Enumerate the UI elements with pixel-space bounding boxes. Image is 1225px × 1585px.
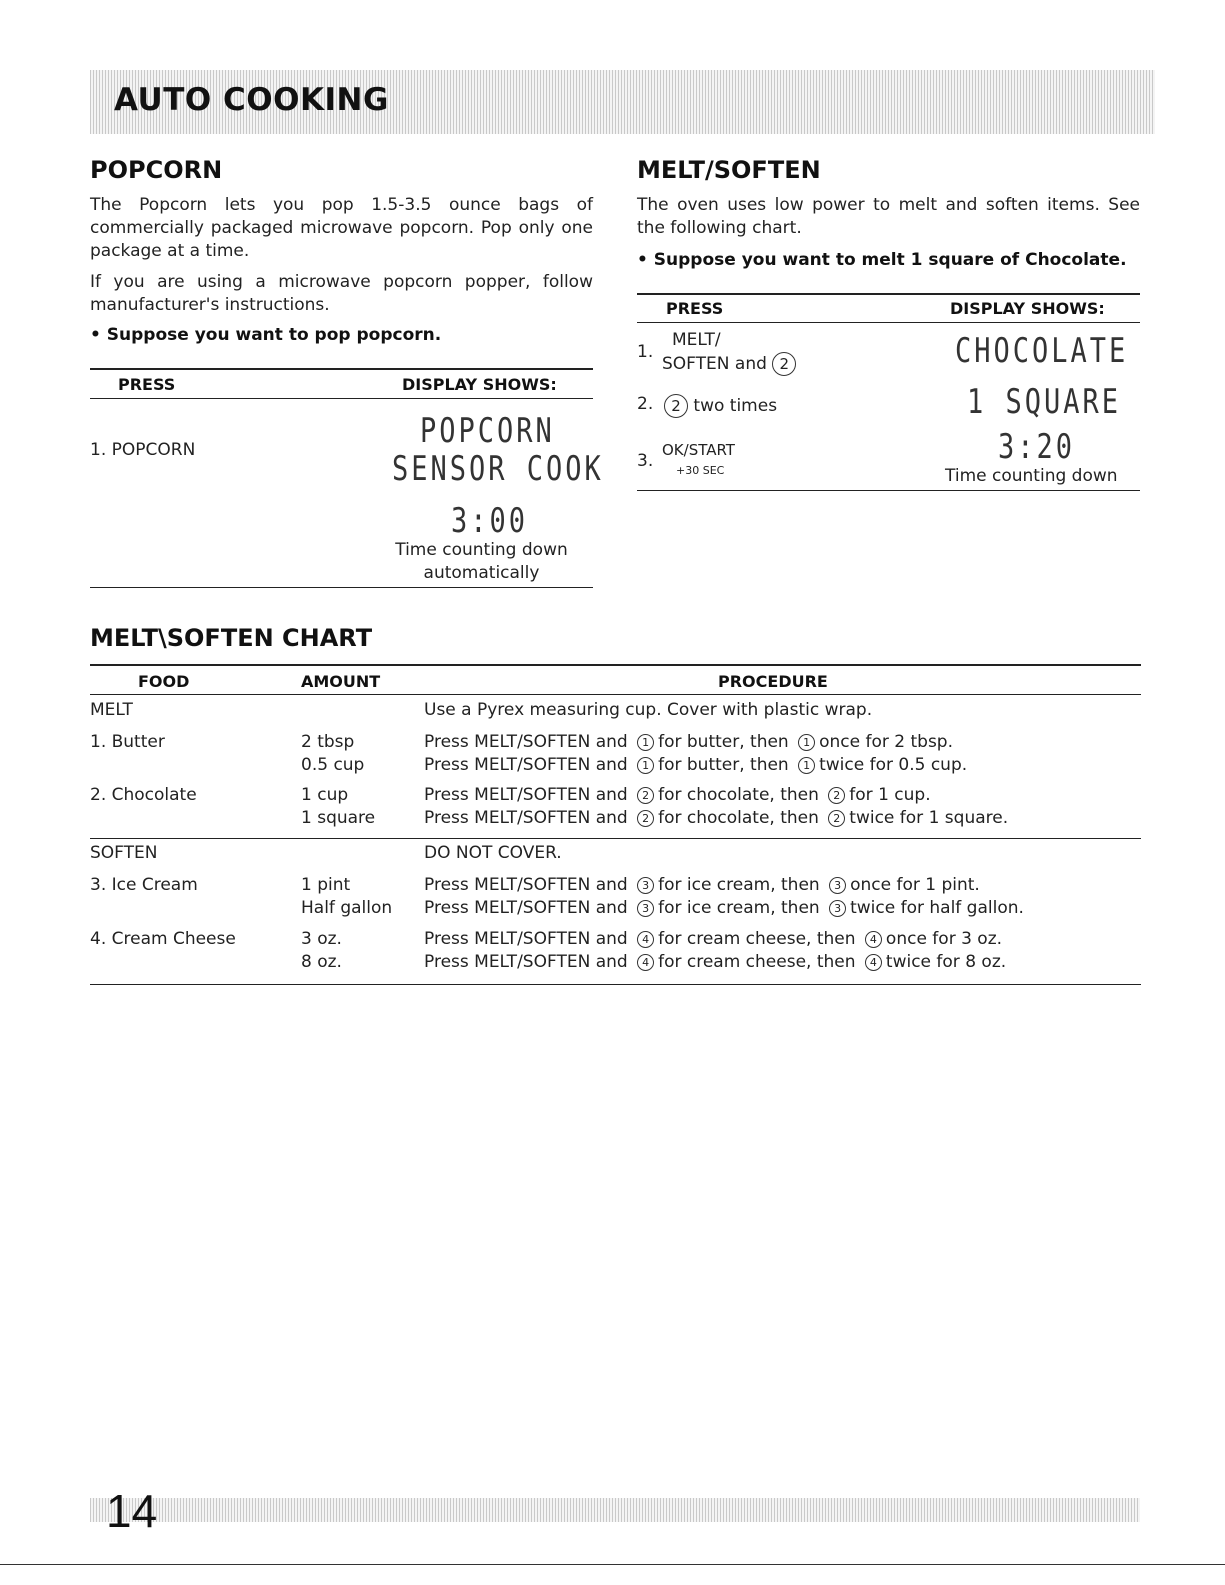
chart-procedure-cell bbox=[424, 785, 931, 805]
procedure-text: for chocolate, then bbox=[658, 785, 819, 805]
procedure-text: once for 3 oz. bbox=[885, 929, 1003, 949]
procedure-text: for butter, then bbox=[658, 732, 789, 752]
melt-step-2 bbox=[664, 394, 777, 418]
melt-step-3-number: 3. bbox=[637, 451, 654, 471]
number-key-icon: 2 bbox=[637, 810, 654, 827]
procedure-text: for cream cheese, then bbox=[658, 929, 856, 949]
number-key-icon: 1 bbox=[637, 757, 654, 774]
chart-amount-cell: 1 pint bbox=[301, 875, 351, 895]
chart-food-cell: 2. Chocolate bbox=[90, 785, 197, 805]
number-key-icon: 4 bbox=[637, 954, 654, 971]
chart-col-food: FOOD bbox=[138, 672, 190, 691]
melt-step-3-label: OK/START bbox=[662, 441, 735, 459]
number-key-icon: 1 bbox=[798, 734, 815, 751]
lcd-display-time: 3:20 bbox=[998, 428, 1076, 467]
chart-amount-cell: Half gallon bbox=[301, 898, 393, 918]
chart-procedure-cell bbox=[424, 952, 1006, 972]
procedure-text: Press MELT/SOFTEN and bbox=[424, 808, 628, 828]
procedure-text: Press MELT/SOFTEN and bbox=[424, 952, 628, 972]
lcd-display-sensor-cook: SENSOR COOK bbox=[392, 450, 604, 489]
procedure-text: for butter, then bbox=[658, 755, 789, 775]
lcd-display-chocolate: CHOCOLATE bbox=[955, 332, 1129, 371]
divider bbox=[90, 587, 593, 588]
number-key-icon: 4 bbox=[865, 931, 882, 948]
procedure-text: for cream cheese, then bbox=[658, 952, 856, 972]
chart-group-soften-note: DO NOT COVER. bbox=[424, 843, 562, 863]
divider bbox=[90, 694, 1141, 695]
number-key-icon: 1 bbox=[798, 757, 815, 774]
popcorn-popper-note: If you are using a microwave popcorn popper, follow manufacturer's instructions. bbox=[90, 272, 593, 315]
number-key-icon: 3 bbox=[637, 877, 654, 894]
divider bbox=[90, 984, 1141, 985]
chart-food-cell: 3. Ice Cream bbox=[90, 875, 198, 895]
number-key-icon: 2 bbox=[828, 810, 845, 827]
divider bbox=[637, 490, 1140, 491]
section-banner bbox=[90, 70, 1155, 134]
melt-step-2-number: 2. bbox=[637, 394, 654, 414]
popcorn-heading: POPCORN bbox=[90, 156, 223, 184]
melt-col-display: DISPLAY SHOWS: bbox=[950, 299, 1105, 318]
chart-col-amount: AMOUNT bbox=[301, 672, 381, 691]
chart-amount-cell: 2 tbsp bbox=[301, 732, 355, 752]
popcorn-step-1: 1. POPCORN bbox=[90, 440, 196, 460]
procedure-text: twice for 1 square. bbox=[849, 808, 1009, 828]
procedure-text: Press MELT/SOFTEN and bbox=[424, 785, 628, 805]
melt-step-2-label: two times bbox=[693, 396, 778, 416]
melt-col-press: PRESS bbox=[666, 299, 724, 318]
procedure-text: twice for 0.5 cup. bbox=[819, 755, 968, 775]
chart-food-cell: 1. Butter bbox=[90, 732, 165, 752]
melt-step-1-label: SOFTEN and bbox=[662, 354, 767, 374]
chart-procedure-cell bbox=[424, 732, 953, 752]
page-title: AUTO COOKING bbox=[114, 82, 389, 118]
melt-step-1-line2 bbox=[662, 352, 796, 376]
chart-amount-cell: 1 square bbox=[301, 808, 376, 828]
melt-step-3-sublabel: +30 SEC bbox=[676, 464, 725, 477]
divider bbox=[90, 664, 1141, 666]
procedure-text: for 1 cup. bbox=[849, 785, 931, 805]
number-key-icon: 4 bbox=[637, 931, 654, 948]
divider bbox=[90, 398, 593, 399]
chart-heading: MELT\SOFTEN CHART bbox=[90, 624, 373, 652]
procedure-text: twice for 8 oz. bbox=[885, 952, 1007, 972]
number-key-icon: 3 bbox=[637, 900, 654, 917]
chart-amount-cell: 8 oz. bbox=[301, 952, 342, 972]
page-number: 14 bbox=[106, 1485, 158, 1537]
number-key-icon: 2 bbox=[828, 787, 845, 804]
popcorn-note-line2: automatically bbox=[423, 563, 540, 583]
popcorn-col-press: PRESS bbox=[118, 375, 176, 394]
chart-procedure-cell bbox=[424, 755, 967, 775]
footer-bar bbox=[90, 1498, 1140, 1522]
number-key-2-icon: 2 bbox=[664, 394, 688, 418]
chart-amount-cell: 3 oz. bbox=[301, 929, 342, 949]
number-key-icon: 3 bbox=[829, 877, 846, 894]
number-key-icon: 4 bbox=[865, 954, 882, 971]
procedure-text: once for 1 pint. bbox=[850, 875, 980, 895]
popcorn-intro: The Popcorn lets you pop 1.5-3.5 ounce bags of commercially packaged microwave popcorn. Pop only one package at a time. bbox=[90, 195, 593, 261]
number-key-icon: 1 bbox=[637, 734, 654, 751]
procedure-text: Press MELT/SOFTEN and bbox=[424, 732, 628, 752]
melt-heading: MELT/SOFTEN bbox=[637, 156, 821, 184]
number-key-2-icon: 2 bbox=[772, 352, 796, 376]
chart-amount-cell: 0.5 cup bbox=[301, 755, 365, 775]
chart-food-cell: 4. Cream Cheese bbox=[90, 929, 236, 949]
divider bbox=[90, 838, 1141, 839]
procedure-text: for chocolate, then bbox=[658, 808, 819, 828]
number-key-icon: 2 bbox=[637, 787, 654, 804]
lcd-display-1-square: 1 SQUARE bbox=[967, 383, 1122, 422]
chart-procedure-cell bbox=[424, 898, 1024, 918]
melt-note: Time counting down bbox=[945, 466, 1118, 486]
number-key-icon: 3 bbox=[829, 900, 846, 917]
melt-intro: The oven uses low power to melt and soften items. See the following chart. bbox=[637, 195, 1140, 238]
chart-group-melt-note: Use a Pyrex measuring cup. Cover with plastic wrap. bbox=[424, 700, 873, 720]
procedure-text: Press MELT/SOFTEN and bbox=[424, 875, 628, 895]
chart-amount-cell: 1 cup bbox=[301, 785, 349, 805]
chart-group-soften: SOFTEN bbox=[90, 843, 158, 863]
popcorn-col-display: DISPLAY SHOWS: bbox=[402, 375, 557, 394]
melt-step-1-number: 1. bbox=[637, 342, 654, 362]
popcorn-example-bullet: • Suppose you want to pop popcorn. bbox=[90, 325, 442, 345]
procedure-text: for ice cream, then bbox=[658, 875, 820, 895]
divider bbox=[637, 293, 1140, 295]
procedure-text: twice for half gallon. bbox=[850, 898, 1024, 918]
popcorn-note-line1: Time counting down bbox=[395, 540, 568, 560]
lcd-display-time: 3:00 bbox=[451, 502, 529, 541]
procedure-text: Press MELT/SOFTEN and bbox=[424, 755, 628, 775]
divider bbox=[637, 322, 1140, 323]
chart-procedure-cell bbox=[424, 875, 980, 895]
chart-col-procedure: PROCEDURE bbox=[718, 672, 828, 691]
chart-procedure-cell bbox=[424, 929, 1002, 949]
procedure-text: Press MELT/SOFTEN and bbox=[424, 929, 628, 949]
chart-group-melt: MELT bbox=[90, 700, 133, 720]
divider bbox=[90, 368, 593, 370]
procedure-text: Press MELT/SOFTEN and bbox=[424, 898, 628, 918]
lcd-display-popcorn: POPCORN bbox=[420, 412, 555, 451]
melt-example-bullet: • Suppose you want to melt 1 square of Chocolate. bbox=[637, 250, 1127, 270]
procedure-text: for ice cream, then bbox=[658, 898, 820, 918]
page-bottom-rule bbox=[0, 1564, 1225, 1565]
melt-step-1-line1: MELT/ bbox=[672, 330, 721, 350]
procedure-text: once for 2 tbsp. bbox=[819, 732, 954, 752]
chart-procedure-cell bbox=[424, 808, 1008, 828]
